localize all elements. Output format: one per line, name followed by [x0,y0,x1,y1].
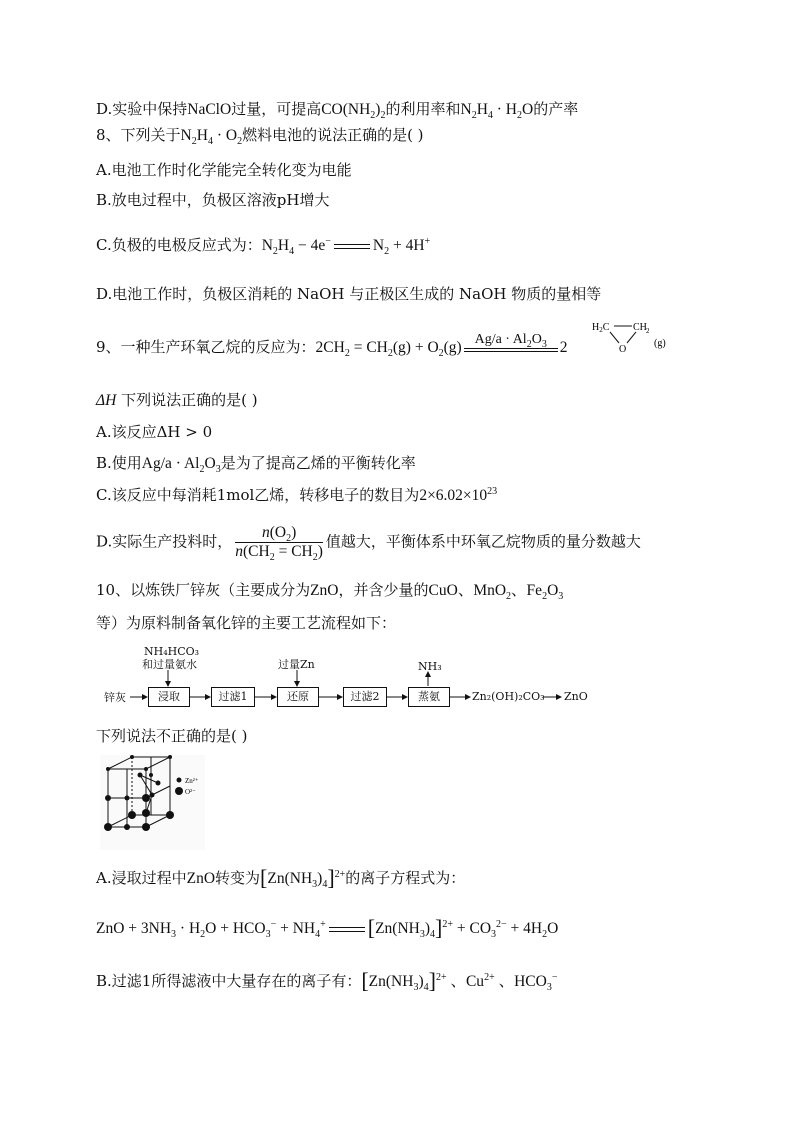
question-10-equation: ZnO + $3NH_3 \cdot H_2O + HCO_3^- + NH_4^+$ $[Zn(NH_3)_4]^{2+} + CO_3^{2-} + 4H_2O$ [96,915,559,940]
legend-zn: Zn²⁺ [185,777,199,785]
step-filter1: 过滤1 [211,687,255,707]
product-1: Zn₂(OH)₂CO₃ [472,690,545,703]
flow-start: 锌灰 [104,691,126,704]
question-8-option-d: D.电池工作时，负极区消耗的 NaOH 与正极区生成的 NaOH 物质的量相等 [96,285,602,303]
question-9-option-c: C.该反应中每消耗1mol乙烯，转移电子的数目为$2\times 6.02\times 10^{23}$ [96,486,498,504]
question-8-stem: 8、下列关于$N_2H_4 \cdot O_2$燃料电池的说法正确的是( ) [96,126,424,147]
zno-crystal-cell [100,755,205,850]
question-8-option-c: C.负极的电极反应式为：$N_2H_4 - 4e^-$ $N_2 + 4H^+$ [96,236,431,257]
step-reduce: 还原 [277,687,319,707]
reagent-2: 过量Zn [278,658,315,671]
svg-text:H2C: $H_2C$ [592,322,610,334]
legend-o: O²⁻ [185,788,196,796]
question-9-option-a: A.该反应ΔH > 0 [96,423,213,441]
option-d-prev: D.实验中保持NaClO过量，可提高$CO(NH_2)_2$的利用率和$N_2H_4 \cdot H_2O$的产率 [96,100,579,121]
ethylene-oxide-structure [590,318,680,358]
question-9-option-d: D.实际生产投料时， $\frac{n(O_2)}{n(CH_2 = CH_2)}$ 值越大，平衡体系中环氧乙烷物质的量分数越大 [96,524,641,563]
gas-output: NH₃ [418,660,442,673]
question-10-option-b: B.过滤1所得滤液中大量存在的离子有：$[Zn(NH_3)_4]^{2+}$ 、$Cu^{2+}$ 、$HCO_3^-$ [96,968,558,993]
question-9-tail: ΔH 下列说法正确的是( ) [96,391,258,409]
step-leach: 浸取 [148,687,190,707]
question-10-stem-2: 等）为原料制备氧化锌的主要工艺流程如下： [96,614,397,632]
svg-text:O: O [619,344,627,355]
reagent-1b: 和过量氨水 [142,658,197,671]
process-flow-chart [100,643,600,713]
flow-arrows [100,643,600,713]
question-9-option-b: B.使用$Ag/a \cdot Al_2O_3$是为了提高乙烯的平衡转化率 [96,454,416,475]
question-10-stem-1: 10、以炼铁厂锌灰（主要成分为ZnO，并含少量的CuO、MnO$_2$、$Fe_2O_3$ [96,581,564,602]
product-2: ZnO [564,690,588,703]
question-10-option-a: A.浸取过程中ZnO转变为$[Zn(NH_3)_4]^{2+}$的离子方程式为： [96,865,466,890]
reagent-1: NH₄HCO₃ [144,645,200,658]
question-10-ask: 下列说法不正确的是( ) [96,727,248,745]
svg-text:CH: CH [633,322,647,333]
svg-text:(g): (g) [654,338,666,349]
question-8-option-b: B.放电过程中，负极区溶液pH增大 [96,191,330,209]
question-9-stem: 9、一种生产环氧乙烷的反应为：$2CH_2 = CH_2(g) + O_2(g)$ $Ag/a \cdot Al_2O_3$ 2 [96,332,568,359]
question-8-option-a: A.电池工作时化学能完全转化变为电能 [96,161,352,179]
step-filter2: 过滤2 [343,687,387,707]
step-ammonia: 蒸氨 [408,687,450,707]
svg-text:2: 2 [646,327,650,335]
